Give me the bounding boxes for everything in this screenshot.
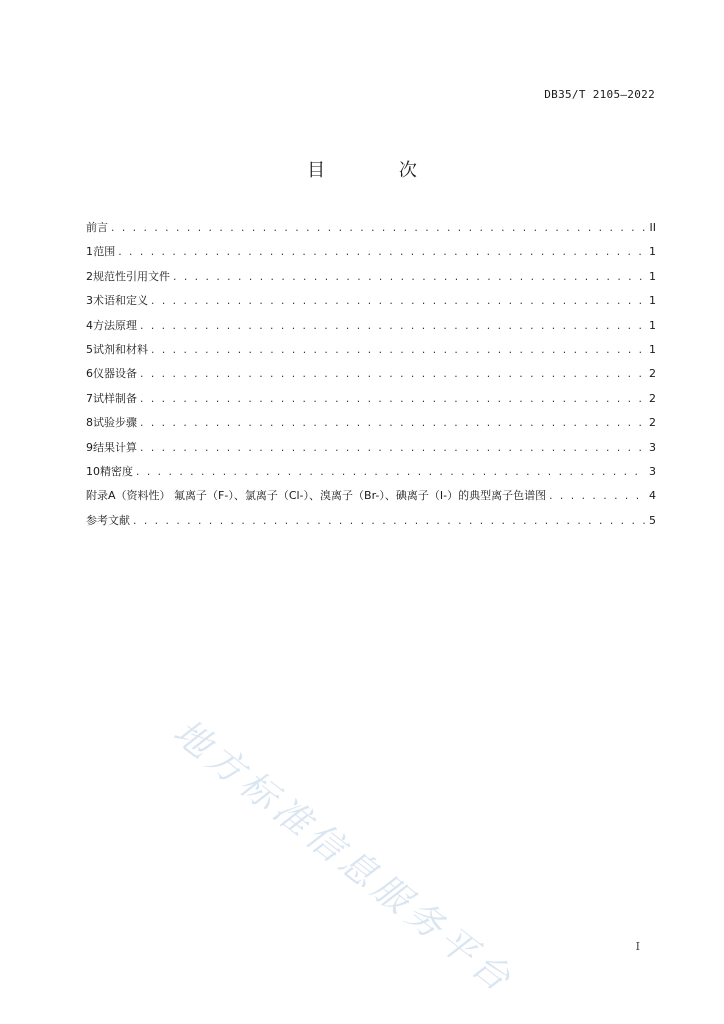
toc-entry-calculation[interactable] [86, 439, 656, 463]
toc-leader-dots [132, 517, 646, 527]
toc-entry-page: 1 [649, 318, 656, 332]
toc-entry-page: 1 [649, 245, 656, 259]
toc-entry-page: 2 [649, 391, 656, 405]
toc-entry-number: 5 [86, 342, 93, 356]
toc-entry-text: 方法原理 [93, 318, 137, 332]
toc-entry-number: 4 [86, 318, 93, 332]
toc-entry-text: 试样制备 [93, 391, 137, 405]
toc-leader-dots [172, 273, 646, 283]
toc-entry-text: 术语和定义 [93, 294, 148, 308]
toc-entry-number: 6 [86, 367, 93, 381]
toc-leader-dots [548, 492, 646, 502]
toc-leader-dots [139, 444, 646, 454]
toc-entry-page: 3 [649, 464, 656, 478]
toc-leader-dots [150, 346, 646, 356]
toc-title: 目 次 [307, 160, 451, 181]
toc-entry-page: 5 [649, 513, 656, 527]
toc-leader-dots [139, 395, 646, 405]
toc-entry-number: 1 [86, 245, 93, 259]
toc-entry-text: 精密度 [100, 464, 133, 478]
toc-entry-text: 试剂和材料 [93, 342, 148, 356]
toc-entry-number: 2 [86, 269, 93, 283]
toc-entry-test-procedure[interactable] [86, 414, 656, 438]
toc-entry-text: 结果计算 [93, 440, 137, 454]
toc-entry-page: 2 [649, 367, 656, 381]
toc-entry-page: 1 [649, 269, 656, 283]
toc-entry-text: 附录A（资料性） 氟离子（F-）、氯离子（Cl-）、溴离子（Br-）、碘离子（I-）的典型离子色谱图 [86, 489, 547, 503]
toc-entry-bibliography[interactable] [86, 512, 656, 536]
toc-entry-page: II [649, 221, 656, 234]
toc-entry-reagents[interactable] [86, 341, 656, 365]
toc-entry-text: 规范性引用文件 [93, 269, 170, 283]
page-number: I [635, 940, 640, 953]
toc-entry-text: 前言 [86, 221, 108, 234]
toc-entry-foreword[interactable] [86, 219, 656, 243]
toc-entry-instruments[interactable] [86, 365, 656, 389]
toc-leader-dots [150, 297, 646, 307]
toc-entry-method-principle[interactable] [86, 317, 656, 341]
toc-entry-appendix-a[interactable] [86, 487, 656, 511]
toc-entry-number: 7 [86, 391, 93, 405]
toc-entry-terms-definitions[interactable] [86, 292, 656, 316]
toc-entry-number: 10 [86, 464, 100, 478]
document-code: DB35/T 2105—2022 [544, 88, 655, 101]
toc-leader-dots [117, 248, 646, 258]
toc-entry-page: 1 [649, 294, 656, 308]
toc-entry-number: 9 [86, 440, 93, 454]
toc-entry-number: 3 [86, 294, 93, 308]
table-of-contents [86, 219, 656, 536]
toc-entry-page: 4 [649, 489, 656, 503]
toc-entry-text: 范围 [93, 245, 116, 259]
toc-leader-dots [139, 322, 646, 332]
toc-entry-page: 3 [649, 440, 656, 454]
toc-entry-text: 仪器设备 [93, 367, 137, 381]
toc-leader-dots [139, 370, 646, 380]
toc-entry-scope[interactable] [86, 243, 656, 267]
toc-entry-sample-preparation[interactable] [86, 390, 656, 414]
toc-leader-dots [110, 224, 646, 234]
toc-leader-dots [139, 419, 646, 429]
toc-entry-page: 1 [649, 342, 656, 356]
toc-entry-text: 参考文献 [86, 513, 130, 527]
watermark: 地方标准信息服务平台 [165, 711, 522, 1003]
toc-leader-dots [135, 468, 646, 478]
toc-entry-text: 试验步骤 [93, 416, 137, 430]
toc-entry-precision[interactable] [86, 463, 656, 487]
toc-entry-number: 8 [86, 416, 93, 430]
toc-entry-normative-references[interactable] [86, 268, 656, 292]
toc-entry-page: 2 [649, 416, 656, 430]
